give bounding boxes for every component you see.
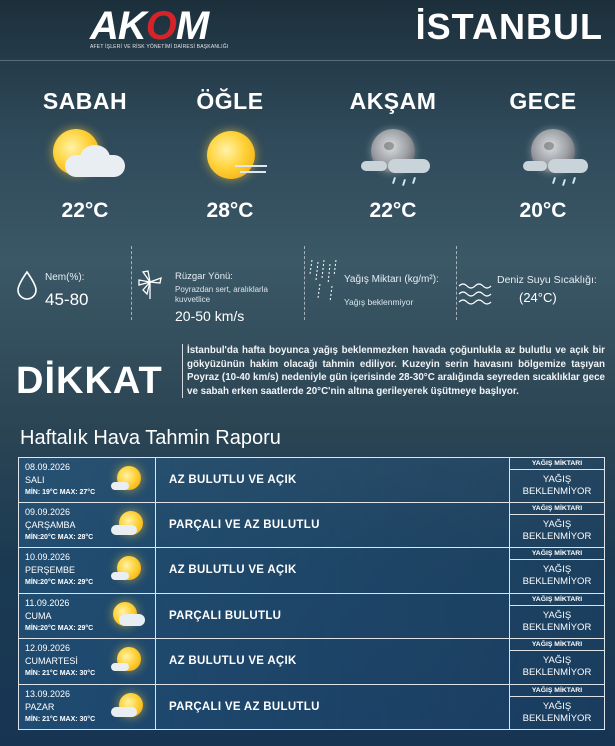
period-temp: 28°C bbox=[206, 199, 254, 222]
row-day: CUMA bbox=[25, 610, 52, 621]
sun-cloud-icon bbox=[111, 645, 145, 675]
row-day: ÇARŞAMBA bbox=[25, 519, 76, 530]
row-rain-line1: YAĞIŞ bbox=[542, 700, 572, 712]
period-noon bbox=[165, 88, 295, 223]
row-date: 10.09.2026 bbox=[25, 552, 71, 562]
windmill-icon bbox=[135, 268, 165, 305]
sea-waves-icon bbox=[458, 280, 492, 313]
row-rain-line1: YAĞIŞ bbox=[542, 518, 572, 530]
table-row bbox=[18, 594, 605, 640]
row-day: CUMARTESİ bbox=[25, 656, 78, 666]
period-temp: 22°C bbox=[61, 199, 109, 222]
table-row bbox=[18, 503, 605, 549]
divider bbox=[131, 246, 132, 320]
sun-cloud-icon bbox=[111, 464, 145, 494]
row-date: 09.09.2026 bbox=[25, 506, 71, 517]
sea-value: (24°C) bbox=[519, 290, 557, 305]
period-name: ÖĞLE bbox=[196, 88, 264, 114]
row-rain-line1: YAĞIŞ bbox=[542, 564, 572, 575]
row-date: 11.09.2026 bbox=[25, 597, 70, 608]
row-desc: PARÇALI BULUTLU bbox=[169, 609, 282, 622]
row-rain bbox=[510, 470, 604, 498]
row-rain-line2: BEKLENMİYOR bbox=[522, 576, 592, 587]
table-row bbox=[18, 548, 605, 594]
wind-value: 20-50 km/s bbox=[175, 308, 245, 324]
period-name: SABAH bbox=[42, 88, 128, 114]
header-divider bbox=[0, 60, 615, 61]
row-rain bbox=[510, 697, 604, 725]
moon-rain-icon bbox=[343, 123, 443, 193]
period-morning bbox=[20, 88, 150, 223]
rain-header: YAĞIŞ MİKTARI bbox=[510, 594, 604, 606]
partly-cloudy-icon bbox=[111, 691, 145, 721]
city-title: İSTANBUL bbox=[415, 6, 603, 47]
row-date: 08.09.2026 bbox=[25, 462, 71, 472]
weekly-title: Haftalık Hava Tahmin Raporu bbox=[20, 427, 281, 449]
row-rain-line2: BEKLENMİYOR bbox=[522, 530, 592, 542]
humidity-drop-icon bbox=[16, 270, 38, 305]
row-rain bbox=[510, 560, 604, 588]
rain-header: YAĞIŞ MİKTARI bbox=[510, 548, 604, 560]
row-rain-line2: BEKLENMİYOR bbox=[522, 667, 592, 678]
row-day: SALI bbox=[25, 475, 45, 485]
period-temp: 22°C bbox=[369, 199, 417, 222]
row-minmax: MİN:20°C MAX: 29°C bbox=[25, 579, 94, 586]
row-minmax: MİN: 21°C MAX: 30°C bbox=[25, 670, 96, 677]
row-desc: PARÇALI VE AZ BULUTLU bbox=[169, 518, 320, 531]
table-row bbox=[18, 639, 605, 685]
humidity-value: 45-80 bbox=[45, 290, 89, 309]
divider bbox=[456, 246, 457, 320]
humidity-label: Nem(%): bbox=[45, 272, 85, 283]
row-desc: AZ BULUTLU VE AÇIK bbox=[169, 564, 297, 577]
row-minmax: MİN: 21°C MAX: 30°C bbox=[25, 715, 96, 723]
period-temp: 20°C bbox=[519, 199, 567, 222]
moon-rain-icon bbox=[493, 123, 593, 193]
period-night bbox=[478, 88, 608, 223]
akom-logo: AKOM AFET İŞLERİ VE RİSK YÖNETİMİ DAİRESİ BAŞKANLIĞI bbox=[90, 4, 229, 50]
rain-header: YAĞIŞ MİKTARI bbox=[510, 639, 604, 651]
rain-header: YAĞIŞ MİKTARI bbox=[510, 503, 604, 515]
sun-cloud-icon bbox=[111, 554, 145, 584]
sun-wind-icon bbox=[180, 123, 280, 193]
warning-title: DİKKAT bbox=[16, 360, 163, 402]
row-desc: PARÇALI VE AZ BULUTLU bbox=[169, 700, 320, 713]
wind-desc: Poyrazdan sert, aralıklarla kuvvetlice bbox=[175, 285, 268, 304]
partly-cloudy-icon bbox=[111, 600, 145, 630]
period-name: AKŞAM bbox=[349, 88, 437, 114]
period-name: GECE bbox=[509, 88, 577, 114]
row-rain-line1: YAĞIŞ bbox=[542, 655, 572, 666]
row-date: 13.09.2026 bbox=[25, 688, 71, 699]
row-day: PERŞEMBE bbox=[25, 565, 76, 575]
row-day: PAZAR bbox=[25, 701, 55, 712]
rain-value: Yağış beklenmiyor bbox=[344, 297, 414, 307]
rain-label: Yağış Miktarı (kg/m²): bbox=[344, 274, 439, 285]
row-rain bbox=[510, 606, 604, 634]
row-rain-line1: YAĞIŞ bbox=[542, 609, 572, 621]
partly-cloudy-sun-icon bbox=[35, 123, 135, 193]
row-rain bbox=[510, 651, 604, 679]
row-rain-line2: BEKLENMİYOR bbox=[522, 486, 592, 497]
table-row bbox=[18, 685, 605, 731]
row-rain-line2: BEKLENMİYOR bbox=[522, 621, 592, 633]
period-evening bbox=[328, 88, 458, 223]
row-rain-line1: YAĞIŞ bbox=[542, 474, 572, 485]
rain-header: YAĞIŞ MİKTARI bbox=[510, 458, 604, 470]
sea-label: Deniz Suyu Sıcaklığı: bbox=[497, 274, 597, 286]
wind-label: Rüzgar Yönü: bbox=[175, 271, 233, 282]
rain-header: YAĞIŞ MİKTARI bbox=[510, 685, 604, 697]
weekly-table bbox=[18, 457, 605, 730]
row-minmax: MİN:20°C MAX: 28°C bbox=[25, 533, 94, 541]
row-date: 12.09.2026 bbox=[25, 643, 71, 653]
row-minmax: MİN: 19°C MAX: 27°C bbox=[25, 489, 96, 496]
row-rain bbox=[510, 515, 604, 543]
rain-drops-icon bbox=[308, 258, 340, 309]
warning-text: İstanbul'da hafta boyunca yağış beklenmezken havada çoğunlukla az bulutlu ve açık bir gökyüzünün hakim olacağı tahmin ediliyor. Kuzeyin serin havasını bölgemize taşıyan Poyraz (10-40 km/s) nedeniyle gün içerisinde 28-30°C aralığında seyreden sıcaklıklar gece ve sabah erken saatlerde 20°C'nin altına gerileyerek üşütmeye başlıyor. bbox=[182, 344, 605, 398]
row-desc: AZ BULUTLU VE AÇIK bbox=[169, 655, 297, 668]
logo-subtitle: AFET İŞLERİ VE RİSK YÖNETİMİ DAİRESİ BAŞKANLIĞI bbox=[90, 44, 229, 50]
table-row bbox=[18, 457, 605, 503]
row-desc: AZ BULUTLU VE AÇIK bbox=[169, 473, 297, 486]
row-rain-line2: BEKLENMİYOR bbox=[522, 712, 592, 724]
divider bbox=[304, 246, 305, 320]
partly-cloudy-icon bbox=[111, 509, 145, 539]
row-minmax: MİN:20°C MAX: 29°C bbox=[25, 624, 94, 632]
